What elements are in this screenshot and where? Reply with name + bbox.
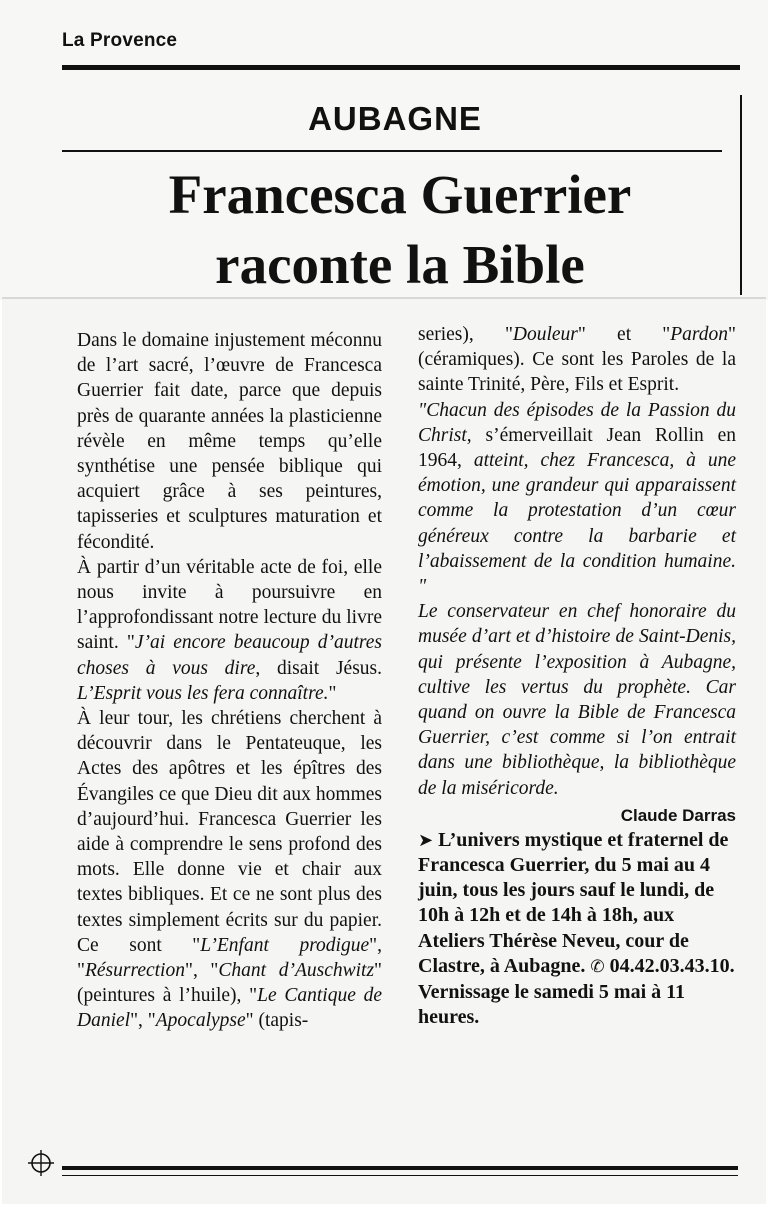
bottom-rule-thin: [62, 1175, 738, 1176]
paragraph: Le conservateur en chef honoraire du musée d’art et d’histoire de Saint-Denis, qui présente l’exposition à Aubagne, cultive les vertus du prophète. Car quand on ouvre la Bible de Francesca Guerrier, c’est comme si l’on entrait dans une bibliothèque, la bibliothèque de la miséricorde.: [418, 601, 736, 799]
artwork-title: Résurrection: [84, 960, 185, 982]
paragraph: À leur tour, les chrétiens cherchent à découvrir dans le Pentateuque, les Actes des apôtres et les épîtres des Évangiles ce que Dieu dit aux hommes d’aujourd’hui. Francesca Guerrier les aide à comprendre le sens profond des mots. Elle donne vie et chair aux textes bibliques. Et ce ne sont plus des textes simplement écrits sur du papier. Ce sont "L’Enfant prodigue", "Résurrection", "Chant d’Auschwitz" (peintures à l’huile), "Le Cantique de Daniel", "Apocalypse" (tapis-: [77, 708, 383, 1032]
article-column-1: [77, 328, 382, 1034]
bottom-rule: [62, 1166, 738, 1170]
artwork-title: L’Enfant prodigue: [200, 934, 370, 956]
artwork-title: Douleur: [512, 324, 578, 345]
masthead-rule: [62, 65, 740, 70]
paragraph: series), "Douleur" et "Pardon" (céramiques). Ce sont les Paroles de la sainte Trinité, Père, Fils et Esprit.: [418, 324, 736, 396]
headline-line-1: Francesca Guerrier: [168, 164, 632, 225]
paragraph: "Chacun des épisodes de la Passion du Christ, s’émerveillait Jean Rollin en 1964, atteint, chez Francesca, à une émotion, une grandeur qui apparaissent comme la protestation d’un cœur généreux contre la barbarie et l’abaissement de la condition humaine. ": [418, 399, 736, 598]
newspaper-masthead: La Provence: [62, 30, 178, 51]
event-info: ➤ L’univers mystique et fraternel de Francesca Guerrier, du 5 mai au 4 juin, tous les jours sauf le lundi, de 10h à 12h et de 14h à 18h, aux Ateliers Thérèse Neveu, cour de Clastre, à Aubagne. ✆ 04.42.03.43.10. Vernissage le samedi 5 mai à 11 heures.: [418, 828, 735, 1029]
artwork-title: Le Cantique de Daniel: [77, 985, 383, 1032]
artwork-title: Pardon: [670, 324, 729, 345]
article-column-2: [418, 322, 736, 1030]
artwork-title: Chant d’Auschwitz: [218, 960, 375, 982]
arrow-icon: ➤: [418, 829, 434, 851]
quote: atteint, chez Francesca, à une émotion, une grandeur qui apparaissent comme la protestation d’un cœur généreux contre la barbarie et l’abaissement de la condition humaine. ": [418, 450, 736, 598]
quote: J’ai encore beaucoup d’autres choses à vous dire: [77, 632, 382, 679]
column-edge-rule: [740, 95, 742, 295]
article-headline: [60, 160, 740, 300]
section-heading: AUBAGNE: [308, 100, 482, 137]
crosshair-icon: [26, 1148, 56, 1178]
artwork-title: Apocalypse: [155, 1010, 246, 1032]
paragraph: Dans le domaine injustement méconnu de l’art sacré, l’œuvre de Francesca Guerrier fait date, parce que depuis près de quarante années la plasticienne révèle en même temps qu’elle synthétise une pensée biblique qui acquiert grâce à ses peintures, tapisseries et sculptures maturation et fécondité.: [77, 330, 382, 553]
paragraph: À partir d’un véritable acte de foi, elle nous invite à poursuivre en l’approfondissant notre lecture du livre saint. "J’ai encore beaucoup d’autres choses à vous dire, disait Jésus. L’Esprit vous les fera connaître.": [77, 556, 383, 704]
quote: L’Esprit vous les fera connaître.: [77, 682, 329, 704]
phone-icon: ✆: [590, 956, 605, 977]
section-rule: [62, 150, 722, 152]
headline-line-2: raconte la Bible: [215, 234, 585, 295]
quote: "Chacun des épisodes de la Passion du Christ,: [418, 399, 736, 446]
byline: Claude Darras: [620, 805, 736, 825]
